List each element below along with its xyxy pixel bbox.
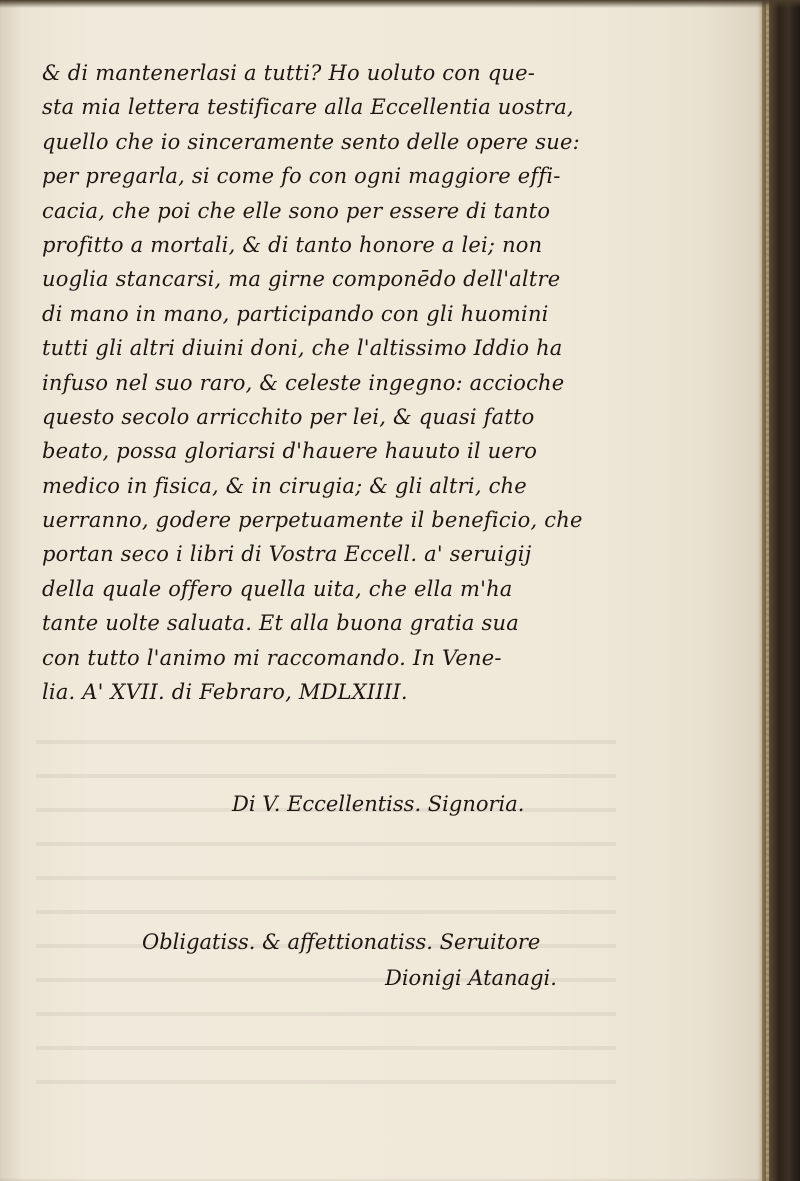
letter-line-7: uoglia stancarsi, ma girne componēdo dell'altre bbox=[42, 267, 561, 292]
letter-line-18: con tutto l'animo mi raccomando. In Vene- bbox=[42, 645, 502, 670]
letter-line-16: della quale offero quella uita, che ella m'ha bbox=[42, 576, 513, 601]
book-binding bbox=[762, 0, 800, 1181]
letter-line-19: lia. A' XVII. di Febraro, MDLXIIII. bbox=[42, 680, 408, 705]
signature: Dionigi Atanagi. bbox=[385, 966, 557, 990]
letter-line-1: & di mantenerlasi a tutti? Ho uoluto con que- bbox=[42, 61, 536, 85]
letter-line-12: beato, possa gloriarsi d'hauere hauuto il uero bbox=[42, 439, 538, 464]
letter-line-3: quello che io sinceramente sento delle opere sue: bbox=[42, 129, 580, 154]
letter-line-14: uerranno, godere perpetuamente il beneficio, che bbox=[42, 508, 583, 533]
letter-line-15: portan seco i libri di Vostra Eccell. a' seruigij bbox=[42, 542, 532, 567]
letter-body bbox=[42, 56, 617, 709]
letter-line-9: tutti gli altri diuini doni, che l'altissimo Iddio ha bbox=[42, 336, 563, 361]
letter-line-11: questo secolo arricchito per lei, & quasi fatto bbox=[42, 404, 535, 429]
letter-line-5: cacia, che poi che elle sono per essere di tanto bbox=[42, 198, 551, 223]
letter-line-17: tante uolte saluata. Et alla buona gratia sua bbox=[42, 611, 519, 636]
salutation: Di V. Eccellentiss. Signoria. bbox=[232, 792, 525, 816]
letter-line-4: per pregarla, si come fo con ogni maggiore effi- bbox=[42, 164, 561, 189]
letter-line-10: infuso nel suo raro, & celeste ingegno: accioche bbox=[42, 370, 565, 395]
letter-line-8: di mano in mano, participando con gli huomini bbox=[42, 301, 549, 326]
show-through-text bbox=[36, 720, 616, 1100]
letter-line-2: sta mia lettera testificare alla Eccellentia uostra, bbox=[42, 95, 574, 120]
signoff: Obligatiss. & affettionatiss. Seruitore bbox=[142, 930, 541, 954]
letter-line-6: profitto a mortali, & di tanto honore a lei; non bbox=[42, 232, 543, 257]
letter-line-13: medico in fisica, & in cirugia; & gli altri, che bbox=[42, 473, 527, 498]
page-top-shadow bbox=[0, 0, 800, 8]
